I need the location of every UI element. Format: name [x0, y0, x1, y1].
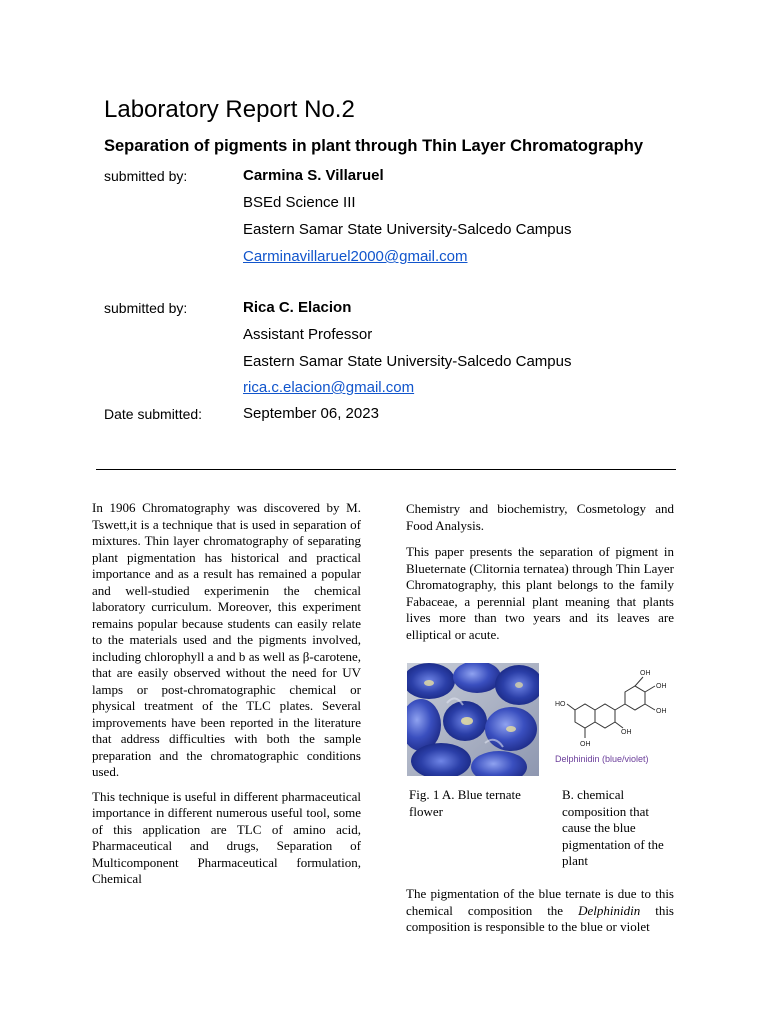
recipient-school: Eastern Samar State University-Salcedo Campus	[243, 353, 572, 370]
submitter-name: Carmina S. Villaruel	[243, 167, 384, 184]
chem-ho-left: HO	[555, 701, 566, 708]
intro-paragraph: In 1906 Chromatography was discovered by M. Tswett,it is a technique that is used in separation of mixtures. Thin layer chromatography of separating plant pigmentation has historical and practical importance and as a result has remained a popular and well-studied experimenin the chemical laboratory curriculum. Moreover, this experiment remains popular because students can easily relate to the materials used and the pigments involved, including chlorophyll a and b as well as β-carotene, that are easily observed without the need for UV lamps or post-chromatographic chemical or physical treatment of the TLC plates. Several improvements have been reported in the literature that address difficulties with both the sample preparation and the chromatographic conditions used.	[92, 500, 361, 779]
applications-paragraph: This technique is useful in different pharmaceutical importance in different numerous useful tool, some of this application are TLC of amino acid, Pharmaceutical and drugs, Separation of Multicomponent Pharmaceutical formulation, Chemical	[92, 788, 361, 886]
right-paragraph-1: Chemistry and biochemistry, Cosmetology and Food Analysis.	[406, 501, 674, 533]
recipient-position: Assistant Professor	[243, 326, 373, 343]
date-label: Date submitted:	[104, 406, 203, 422]
recipient-name: Rica C. Elacion	[243, 299, 352, 316]
right-paragraph-3: The pigmentation of the blue ternate is due to this chemical composition the Delphinidin this composition is responsible to the blue or violet	[406, 886, 674, 934]
chem-oh-right-2: OH	[656, 708, 667, 715]
chem-oh-middle: OH	[621, 729, 632, 736]
submitter-email-link[interactable]: Carminavillaruel2000@gmail.com	[243, 248, 468, 265]
submitter-program: BSEd Science III	[243, 194, 356, 211]
date-value: September 06, 2023	[243, 405, 379, 422]
recipient-email-link[interactable]: rica.c.elacion@gmail.com	[243, 379, 415, 396]
left-column	[92, 500, 361, 896]
right-paragraph-2: This paper presents the separation of pigment in Blueternate (Clitornia ternatea) through Thin Layer Chromatography, this plant belongs to the family Fabaceae, a perennial plant meaning that plants lives more than two years and its leaves are elliptical or acute.	[406, 544, 674, 642]
submitter-label: submitted by:	[104, 168, 188, 184]
chem-oh-bottom: OH	[580, 741, 591, 748]
chem-label: Delphinidin (blue/violet)	[555, 754, 649, 764]
figure-caption-a: Fig. 1 A. Blue ternate flower	[409, 787, 521, 819]
submitter-school: Eastern Samar State University-Salcedo Campus	[243, 221, 572, 238]
chem-oh-right-1: OH	[656, 683, 667, 690]
delphinidin-structure-image	[553, 666, 681, 770]
figure-caption-b: B. chemical composition that cause the blue pigmentation of the plant	[562, 787, 664, 868]
section-divider	[96, 469, 676, 470]
chem-oh-top: OH	[640, 670, 651, 677]
blue-ternate-flower-image	[407, 663, 539, 776]
recipient-label: submitted by:	[104, 300, 188, 316]
delphinidin-term: Delphinidin	[578, 902, 641, 918]
report-subtitle: Separation of pigments in plant through Thin Layer Chromatography	[104, 137, 644, 155]
report-title: Laboratory Report No.2	[104, 96, 355, 123]
